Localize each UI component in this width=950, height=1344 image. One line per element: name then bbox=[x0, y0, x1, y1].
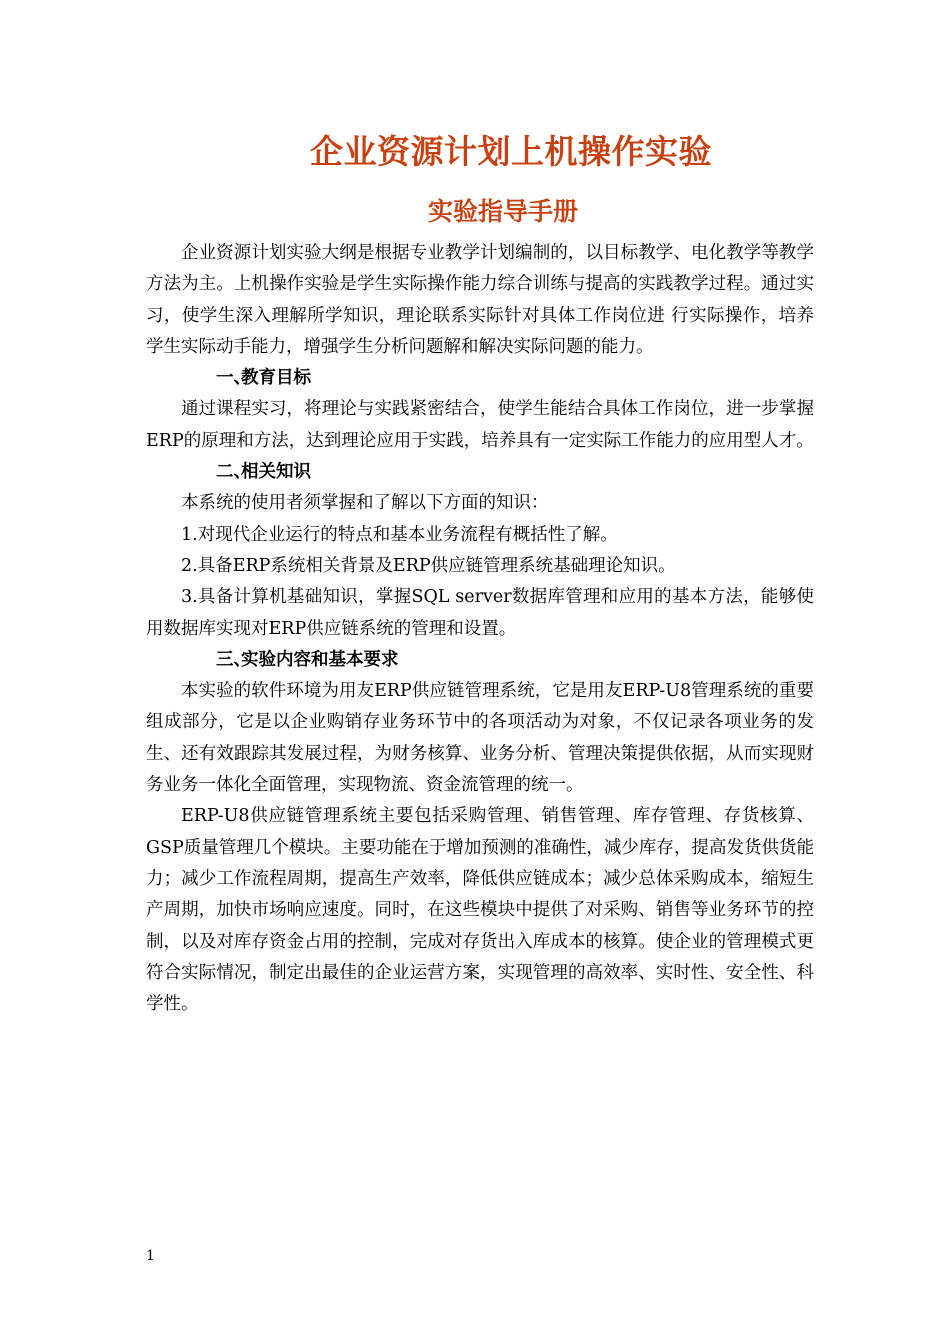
section-title: 教育目标 bbox=[241, 368, 311, 389]
body-paragraph: 本系统的使用者须掌握和了解以下方面的知识： bbox=[181, 493, 549, 514]
list-item: 2.具备ERP系统相关背景及ERP供应链管理系统基础理论知识。 bbox=[181, 555, 676, 576]
body-paragraph: 通过课程实习，将理论与实践紧密结合，使学生能结合具体工作岗位，进一步掌握ERP的原理和方法，达到理论应用于实践，培养具有一定实际工作能力的应用型人才。 bbox=[146, 399, 814, 451]
section-title: 相关知识 bbox=[241, 462, 311, 483]
body-paragraph: ERP-U8供应链管理系统主要包括采购管理、销售管理、库存管理、存货核算、GSP质量管理几个模块。主要功能在于增加预测的准确性，减少库存，提高发货供货能力；减少工作流程周期，提高生产效率，降低供应链成本；减少总体采购成本，缩短生产周期，加快市场响应速度。同时，在这些模块中提供了对采购、销售等业务环节的控制，以及对库存资金占用的控制，完成对存货出入库成本的核算。使企业的管理模式更符合实际情况，制定出最佳的企业运营方案，实现管理的高效率、实时性、安全性、科学性。 bbox=[146, 806, 814, 1015]
body-paragraph: 本实验的软件环境为用友ERP供应链管理系统，它是用友ERP-U8管理系统的重要组成部分，它是以企业购销存业务环节中的各项活动为对象，不仅记录各项业务的发生、还有效跟踪其发展过程，为财务核算、业务分析、管理决策提供依据，从而实现财务业务一体化全面管理，实现物流、资金流管理的统一。 bbox=[146, 681, 814, 796]
list-item: 3.具备计算机基础知识，掌握SQL server数据库管理和应用的基本方法，能够使用数据库实现对ERP供应链系统的管理和设置。 bbox=[146, 587, 814, 639]
section-heading-2 bbox=[146, 457, 814, 488]
section-number: 二、 bbox=[216, 462, 251, 483]
section-number: 一、 bbox=[216, 368, 251, 389]
section-number: 三、 bbox=[216, 649, 251, 670]
section-heading-3 bbox=[146, 645, 814, 676]
document-body bbox=[146, 238, 814, 1020]
intro-paragraph: 企业资源计划实验大纲是根据专业教学计划编制的，以目标教学、电化教学等教学方法为主。上机操作实验是学生实际操作能力综合训练与提高的实践教学过程。通过实习，使学生深入理解所学知识，理论联系实际针对具体工作岗位进 行实际操作，培养学生实际动手能力，增强学生分析问题解和解决实际问题的能力。 bbox=[146, 243, 814, 357]
section-heading-1 bbox=[146, 363, 814, 394]
section-title: 实验内容和基本要求 bbox=[241, 649, 399, 670]
page-number: 1 bbox=[146, 1248, 155, 1264]
document-title: 企业资源计划上机操作实验 bbox=[310, 132, 712, 171]
document-subtitle: 实验指导手册 bbox=[427, 197, 578, 226]
list-item: 1.对现代企业运行的特点和基本业务流程有概括性了解。 bbox=[181, 524, 618, 545]
